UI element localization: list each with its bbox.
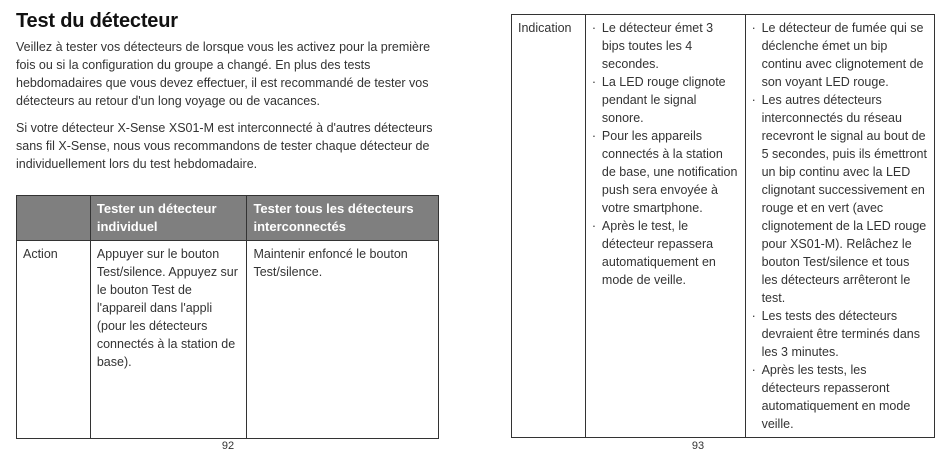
header-empty (17, 196, 91, 241)
header-individual: Tester un détecteur individuel (90, 196, 247, 241)
cell-action-all: Maintenir enfoncé le bouton Test/silence. (247, 241, 439, 439)
cell-action-individual: Appuyer sur le bouton Test/silence. Appuyez sur le bouton Test de l'appareil dans l'appli (pour les détecteurs connectés à la station de base). (90, 241, 247, 439)
table-row (17, 241, 439, 439)
list-item: · Le détecteur émet 3 bips toutes les 4 secondes. (592, 19, 739, 73)
intro-paragraph: Veillez à tester vos détecteurs de lorsque vous les activez pour la première fois ou si la configuration du groupe a changé. En plus des tests hebdomadaires que vous devez effectuer, il est recommandé de tester vos détecteurs au retour d'un long voyage ou de vacances. (16, 40, 431, 108)
cell-indication-individual (585, 15, 745, 438)
list-item: · Pour les appareils connectés à la station de base, une notification push sera envoyée à votre smartphone. (592, 127, 739, 217)
test-table-part2 (511, 14, 935, 438)
table-header-row (17, 196, 439, 241)
table-row (512, 15, 935, 438)
list-item: · La LED rouge clignote pendant le signal sonore. (592, 73, 739, 127)
page-title: Test du détecteur (16, 10, 178, 32)
list-item: · Le détecteur de fumée qui se déclenche émet un bip continu avec clignotement de son voyant LED rouge. (752, 19, 928, 91)
list-item: · Les tests des détecteurs devraient être terminés dans les 3 minutes. (752, 307, 928, 361)
header-all: Tester tous les détecteurs interconnectés (247, 196, 439, 241)
right-page (475, 0, 950, 455)
page-number: 93 (691, 440, 705, 452)
row-label-indication: Indication (512, 15, 586, 438)
interconnect-paragraph: Si votre détecteur X-Sense XS01-M est interconnecté à d'autres détecteurs sans fil X-Sense, nous vous recommandons de tester chaque détecteur de individuellement lors du test hebdomadaire. (16, 121, 433, 171)
list-item: · Après les tests, les détecteurs repasseront automatiquement en mode veille. (752, 361, 928, 433)
indication-individual-list (592, 19, 739, 289)
list-item: · Les autres détecteurs interconnectés du réseau recevront le signal au bout de 5 secondes, puis ils émettront un bip continu avec la LED clignotant successivement en rouge et en vert (avec clignotement de la LED rouge pour XS01-M). Relâchez le bouton Test/silence et tous les détecteurs arrêteront le test. (752, 91, 928, 307)
left-page (0, 0, 470, 455)
page-number: 92 (221, 440, 235, 452)
cell-indication-all (745, 15, 934, 438)
indication-all-list (752, 19, 928, 433)
list-item: · Après le test, le détecteur repassera automatiquement en mode de veille. (592, 217, 739, 289)
test-table-part1 (16, 195, 439, 439)
row-label-action: Action (17, 241, 91, 439)
